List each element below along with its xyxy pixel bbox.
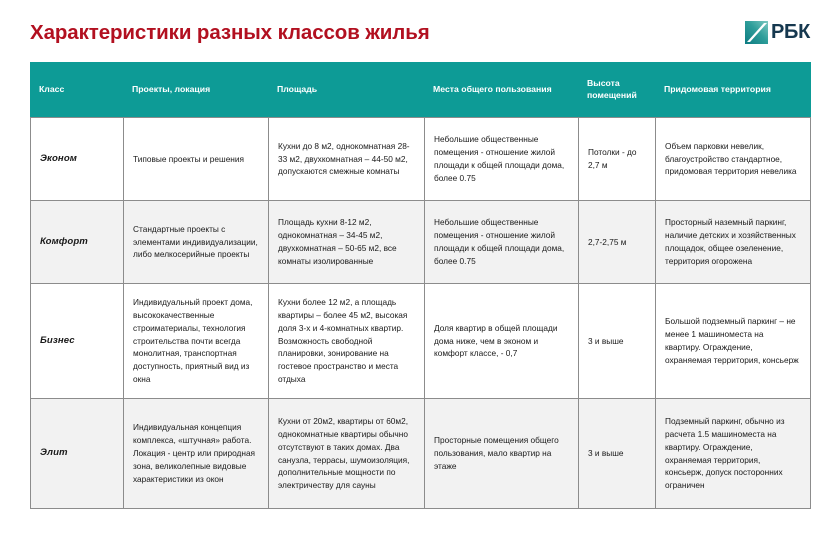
table-row xyxy=(31,201,811,284)
housing-class-table-wrapper xyxy=(30,62,810,509)
cell-area: Площадь кухни 8-12 м2, однокомнатная – 34-45 м2, двухкомнатная – 50-65 м2, все комнаты изолированные xyxy=(269,201,425,284)
table-header xyxy=(31,63,811,118)
cell-ceiling: Потолки - до 2,7 м xyxy=(579,118,656,201)
cell-area: Кухни от 20м2, квартиры от 60м2, однокомнатные квартиры обычно отсутствуют в таких домах. Два санузла, террасы, шумоизоляция, дополнительные мощности по электричеству для сауны xyxy=(269,399,425,509)
cell-common-areas: Доля квартир в общей площади дома ниже, чем в эконом и комфорт классе, - 0,7 xyxy=(425,284,579,399)
cell-projects: Стандартные проекты с элементами индивидуализации, либо мелкосерийные проекты xyxy=(124,201,269,284)
column-header-projects: Проекты, локация xyxy=(124,63,269,118)
cell-class: Комфорт xyxy=(31,201,124,284)
cell-area: Кухни более 12 м2, а площадь квартиры – более 45 м2, высокая доля 3-х и 4-комнатных квартир. Возможность свободной планировки, зонирование на гостевое пространство и места отдыха xyxy=(269,284,425,399)
column-header-class: Класс xyxy=(31,63,124,118)
cell-territory: Подземный паркинг, обычно из расчета 1.5 машиноместа на квартиру. Ограждение, охраняемая территория, консьерж, допуск посторонних ограничен xyxy=(656,399,811,509)
cell-common-areas: Небольшие общественные помещения - отношение жилой площади к общей площади дома, более 0.75 xyxy=(425,201,579,284)
cell-common-areas: Небольшие общественные помещения - отношение жилой площади к общей площади дома, более 0.75 xyxy=(425,118,579,201)
cell-ceiling: 2,7-2,75 м xyxy=(579,201,656,284)
column-header-area: Площадь xyxy=(269,63,425,118)
rbc-logo-text: РБК xyxy=(770,21,810,43)
cell-class: Элит xyxy=(31,399,124,509)
page-title: Характеристики разных классов жилья xyxy=(30,20,430,44)
rbc-logo-mark-icon xyxy=(745,21,768,44)
housing-class-table xyxy=(30,62,811,509)
column-header-ceiling: Высота помещений xyxy=(579,63,656,118)
cell-projects: Индивидуальный проект дома, высококачественные строиматериалы, технология строительства почти всегда монолитная, транспортная доступность, приятный вид из окна xyxy=(124,284,269,399)
cell-territory: Объем парковки невелик, благоустройство стандартное, придомовая территория невелика xyxy=(656,118,811,201)
rbc-logo xyxy=(745,19,810,44)
table-row xyxy=(31,118,811,201)
column-header-common-areas: Места общего пользования xyxy=(425,63,579,118)
column-header-territory: Придомовая территория xyxy=(656,63,811,118)
table-body xyxy=(31,118,811,509)
cell-class: Эконом xyxy=(31,118,124,201)
cell-ceiling: 3 и выше xyxy=(579,399,656,509)
cell-territory: Большой подземный паркинг – не менее 1 машиноместа на квартиру. Ограждение, охраняемая территория, консьерж xyxy=(656,284,811,399)
cell-territory: Просторный наземный паркинг, наличие детских и хозяйственных площадок, общее озеленение, территория огорожена xyxy=(656,201,811,284)
cell-projects: Типовые проекты и решения xyxy=(124,118,269,201)
cell-class: Бизнес xyxy=(31,284,124,399)
cell-ceiling: 3 и выше xyxy=(579,284,656,399)
slide-header xyxy=(0,0,840,62)
cell-projects: Индивидуальная концепция комплекса, «штучная» работа. Локация - центр или природная зона, великолепные видовые характеристики из окон xyxy=(124,399,269,509)
table-row xyxy=(31,284,811,399)
table-header-row xyxy=(31,63,811,118)
cell-common-areas: Просторные помещения общего пользования, мало квартир на этаже xyxy=(425,399,579,509)
table-row xyxy=(31,399,811,509)
cell-area: Кухни до 8 м2, однокомнатная 28-33 м2, двухкомнатная – 44-50 м2, допускаются смежные комнаты xyxy=(269,118,425,201)
